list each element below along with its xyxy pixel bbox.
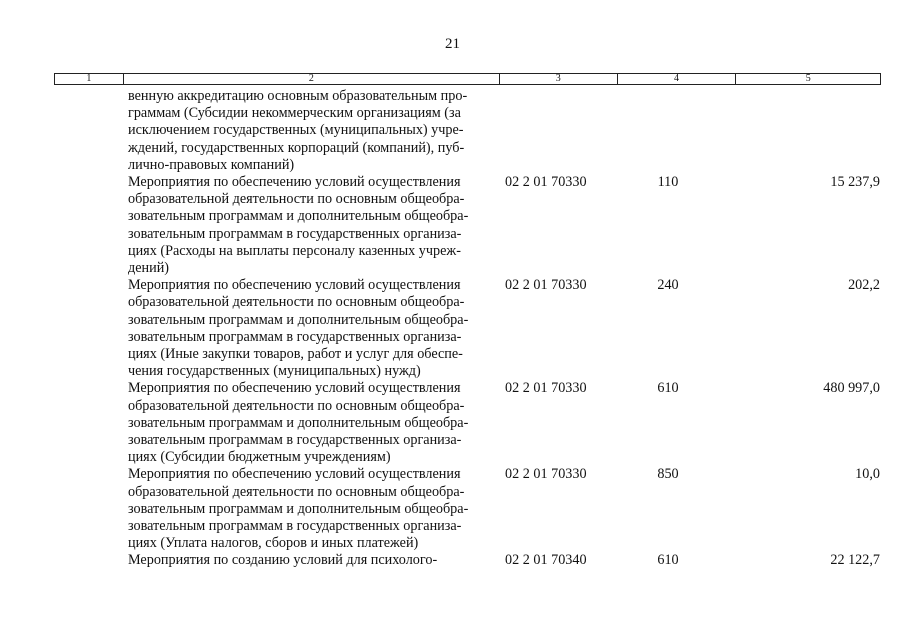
row-amount: 22 122,7 bbox=[830, 552, 880, 569]
table-row bbox=[128, 88, 880, 174]
row-target-code: 02 2 01 70330 bbox=[505, 466, 587, 483]
row-target-code: 02 2 01 70340 bbox=[505, 552, 587, 569]
table-header-row bbox=[54, 73, 881, 85]
table-row bbox=[128, 380, 880, 466]
row-target-code: 02 2 01 70330 bbox=[505, 277, 587, 294]
page-number: 21 bbox=[445, 36, 460, 52]
row-amount: 202,2 bbox=[848, 277, 880, 294]
row-expense-type: 240 bbox=[657, 277, 679, 294]
column-header-2: 2 bbox=[124, 74, 500, 84]
row-description: Мероприятия по обеспечению условий осуществления образовательной деятельности по основным общеобра- зовательным программам и дополнительным общеобра- зовательным программам в государственных организа- циях (Расходы на выплаты персоналу казенных учреж- дений) bbox=[128, 174, 469, 277]
table-row bbox=[128, 552, 880, 569]
row-target-code: 02 2 01 70330 bbox=[505, 174, 587, 191]
budget-table-body bbox=[128, 88, 880, 570]
row-amount: 15 237,9 bbox=[830, 174, 880, 191]
table-row bbox=[128, 174, 880, 277]
row-expense-type: 610 bbox=[657, 552, 679, 569]
column-header-1: 1 bbox=[55, 74, 124, 84]
column-header-4: 4 bbox=[618, 74, 737, 84]
row-expense-type: 110 bbox=[657, 174, 679, 191]
row-description: Мероприятия по созданию условий для психолого- bbox=[128, 552, 438, 569]
row-amount: 480 997,0 bbox=[823, 380, 880, 397]
table-row bbox=[128, 466, 880, 552]
row-description: венную аккредитацию основным образовательным про- граммам (Субсидии некоммерческим организациям (за исключением государственных (муниципальных) учре- ждений, государственных корпораций (компаний), пуб- лично-правовых компаний) bbox=[128, 88, 468, 173]
row-target-code: 02 2 01 70330 bbox=[505, 380, 587, 397]
row-description: Мероприятия по обеспечению условий осуществления образовательной деятельности по основным общеобра- зовательным программам и дополнительным общеобра- зовательным программам в государственных организа- циях (Субсидии бюджетным учреждениям) bbox=[128, 380, 469, 466]
row-expense-type: 610 bbox=[657, 380, 679, 397]
row-amount: 10,0 bbox=[855, 466, 880, 483]
table-row bbox=[128, 277, 880, 380]
row-expense-type: 850 bbox=[657, 466, 679, 483]
column-header-3: 3 bbox=[500, 74, 618, 84]
row-description: Мероприятия по обеспечению условий осуществления образовательной деятельности по основным общеобра- зовательным программам и дополнительным общеобра- зовательным программам в государственных организа- циях (Уплата налогов, сборов и иных платежей) bbox=[128, 466, 469, 552]
column-header-5: 5 bbox=[805, 73, 811, 84]
row-description: Мероприятия по обеспечению условий осуществления образовательной деятельности по основным общеобра- зовательным программам и дополнительным общеобра- зовательным программам в государственных организа- циях (Иные закупки товаров, работ и услуг для обеспе- чения государственных (муниципальных) нужд) bbox=[128, 277, 469, 380]
